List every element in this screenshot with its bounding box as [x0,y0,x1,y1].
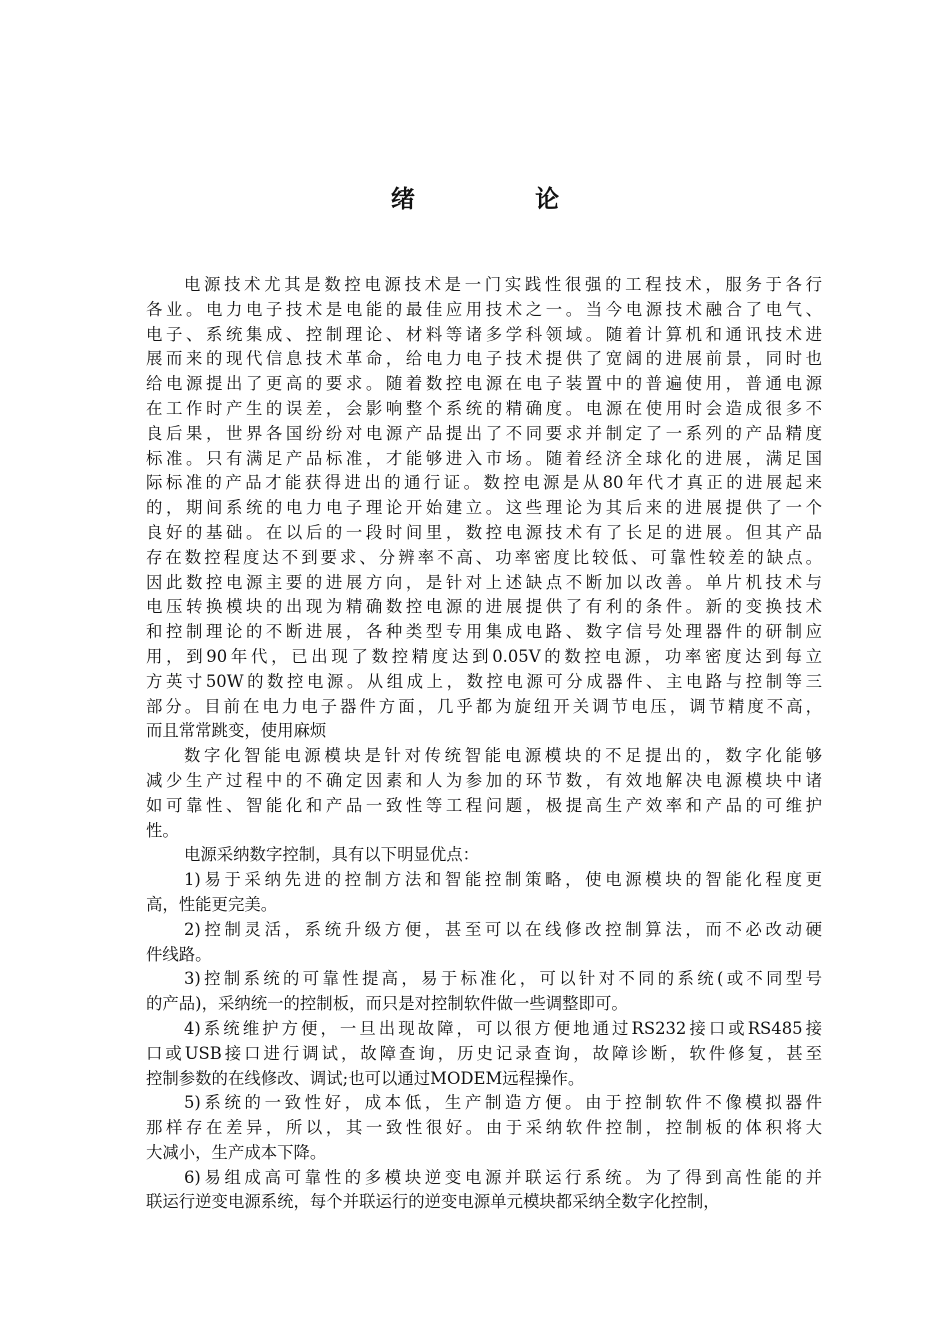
page-title: 绪 论 [390,184,616,213]
text-line: 各业。电力电子技术是电能的最佳应用技术之一。当今电源技术融合了电气、 [146,299,822,319]
text-line: 1)易于采纳先进的控制方法和智能控制策略，使电源模块的智能化程度更 [184,870,822,890]
text-line: 良好的基础。在以后的一段时间里，数控电源技术有了长足的进展。但其产品 [146,522,822,542]
text-line: 件线路。 [146,944,212,964]
text-line: 减少生产过程中的不确定因素和人为参加的环节数，有效地解决电源模块中诸 [146,770,822,790]
text-line: 电源技术尤其是数控电源技术是一门实践性很强的工程技术，服务于各行 [184,275,822,294]
text-line: 而且常常跳变，使用麻烦 [146,721,327,741]
text-line: 电源采纳数字控制，具有以下明显优点： [184,845,480,865]
text-line: 5)系统的一致性好，成本低，生产制造方便。由于控制软件不像模拟器件 [184,1093,822,1113]
text-line: 那样存在差异，所以，其一致性很好。由于采纳软件控制，控制板的体积将大 [146,1118,822,1138]
text-line: 大减小，生产成本下降。 [146,1142,327,1162]
text-line: 电子、系统集成、控制理论、材料等诸多学科领域。随着计算机和通讯技术进 [146,324,822,344]
text-line: 标准。只有满足产品标准，才能够进入市场。随着经济全球化的进展，满足国 [146,448,822,468]
text-line: 联运行逆变电源系统，每个并联运行的逆变电源单元模块都采纳全数字化控制， [146,1192,720,1212]
body-text [146,273,822,1215]
text-line: 2)控制灵活，系统升级方便，甚至可以在线修改控制算法，而不必改动硬 [184,919,822,939]
text-line: 如可靠性、智能化和产品一致性等工程问题，极提高生产效率和产品的可维护 [146,795,822,815]
text-line: 际标准的产品才能获得进出的通行证。数控电源是从80年代才真正的进展起来 [146,473,822,493]
text-line: 高，性能更完美。 [146,894,278,914]
text-line: 控制参数的在线修改、调试;也可以通过MODEM远程操作。 [146,1068,585,1088]
text-line: 电压转换模块的出现为精确数控电源的进展提供了有利的条件。新的变换技术 [146,597,822,617]
text-line: 存在数控程度达不到要求、分辨率不高、功率密度比较低、可靠性较差的缺点。 [146,547,822,567]
text-line: 良后果，世界各国纷纷对电源产品提出了不同要求并制定了一系列的产品精度 [146,423,822,443]
paragraph [146,918,822,968]
text-line: 性。 [146,820,179,840]
paragraph [146,1166,822,1216]
text-line: 6)易组成高可靠性的多模块逆变电源并联运行系统。为了得到高性能的并 [184,1167,822,1187]
text-line: 3)控制系统的可靠性提高，易于标准化，可以针对不同的系统(或不同型号 [184,969,822,989]
text-line: 数字化智能电源模块是针对传统智能电源模块的不足提出的，数字化能够 [184,746,822,766]
text-line: 部分。目前在电力电子器件方面，几乎都为旋纽开关调节电压，调节精度不高， [146,696,822,716]
text-line: 展而来的现代信息技术革命，给电力电子技术提供了宽阔的进展前景，同时也 [146,349,822,369]
paragraph [146,273,822,744]
text-line: 方英寸50W的数控电源。从组成上，数控电源可分成器件、主电路与控制等三 [146,671,822,691]
paragraph [146,868,822,918]
paragraph [146,744,822,843]
text-line: 在工作时产生的误差，会影响整个系统的精确度。电源在使用时会造成很多不 [146,398,822,418]
text-line: 用，到90年代，已出现了数控精度达到0.05V的数控电源，功率密度达到每立 [146,646,822,666]
text-line: 因此数控电源主要的进展方向，是针对上述缺点不断加以改善。单片机技术与 [146,572,822,592]
paragraph [146,967,822,1017]
text-line: 口或USB接口进行调试，故障查询，历史记录查询，故障诊断，软件修复，甚至 [146,1043,822,1063]
text-line: 的，期间系统的电力电子理论开始建立。这些理论为其后来的进展提供了一个 [146,498,822,518]
text-line: 4)系统维护方便，一旦出现故障，可以很方便地通过RS232接口或RS485接 [184,1018,822,1038]
paragraph [146,1017,822,1091]
paragraph [146,1091,822,1165]
text-line: 的产品)，采纳统一的控制板，而只是对控制软件做一些调整即可。 [146,994,628,1014]
paragraph [146,843,822,868]
text-line: 给电源提出了更高的要求。随着数控电源在电子装置中的普遍使用，普通电源 [146,374,822,394]
text-line: 和控制理论的不断进展，各种类型专用集成电路、数字信号处理器件的研制应 [146,622,822,642]
